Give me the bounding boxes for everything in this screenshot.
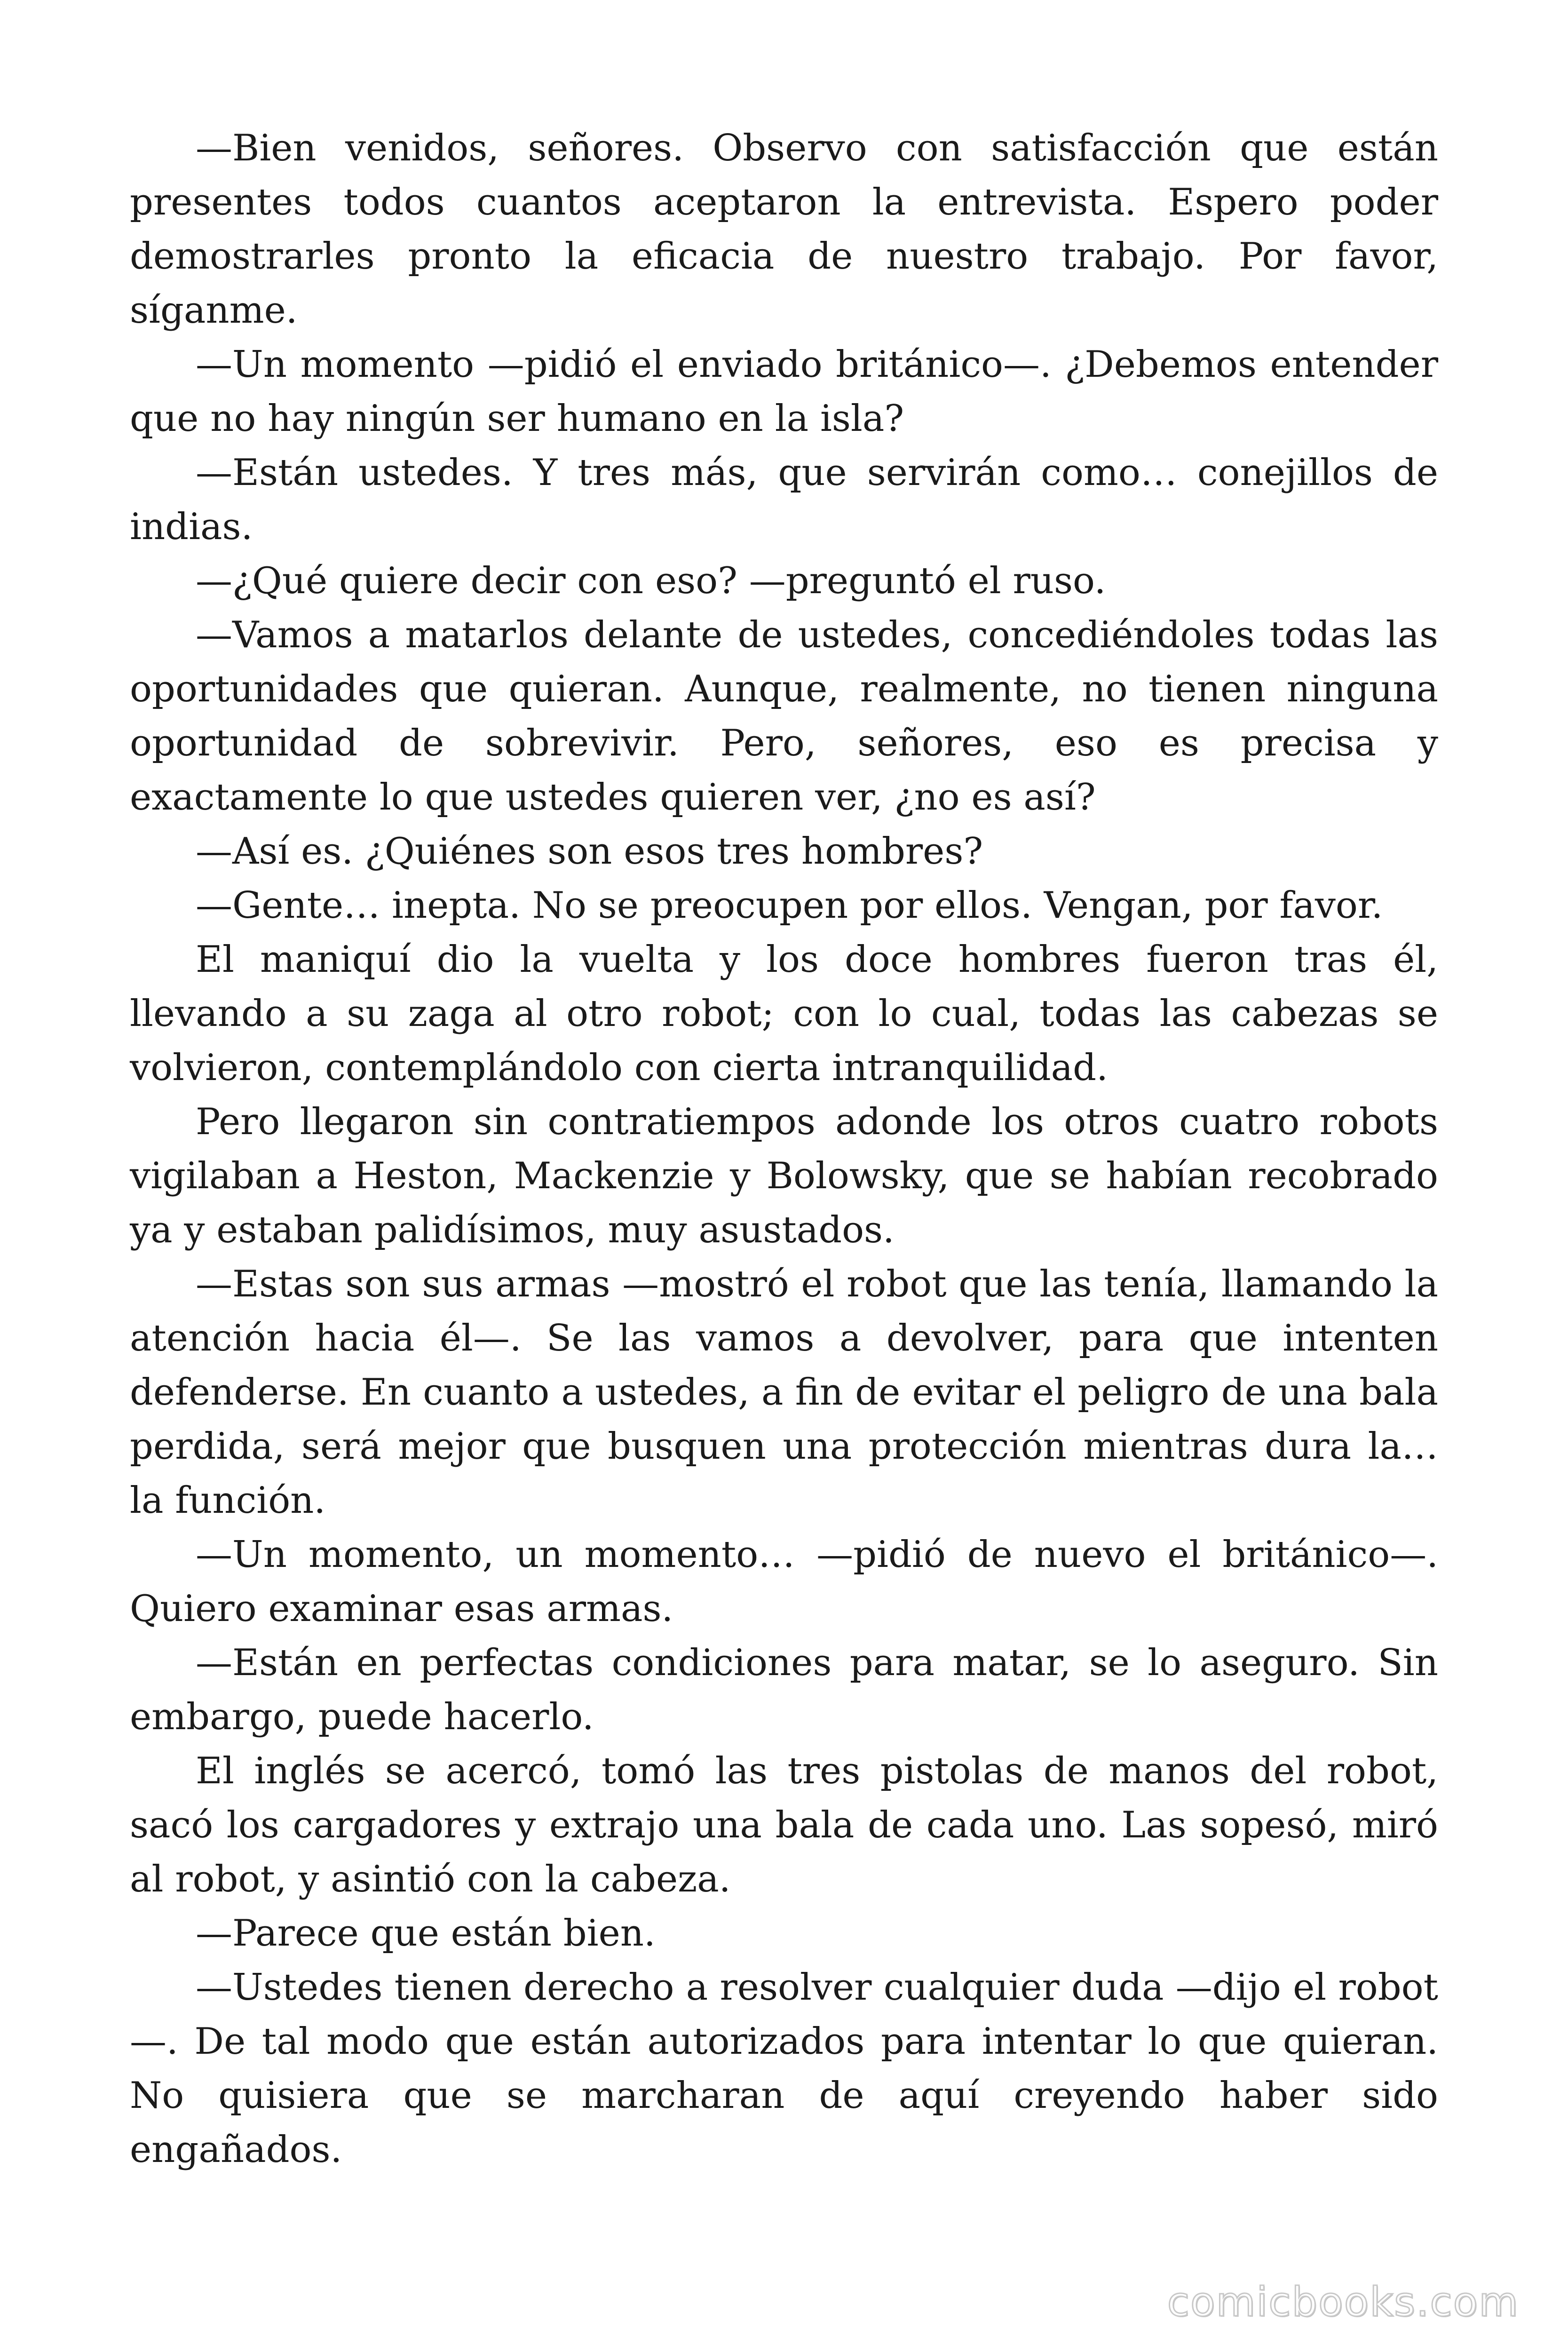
paragraph: —Están ustedes. Y tres más, que servirán como… conejillos de indias. [130, 452, 1438, 548]
watermark: comicbooks.com [1167, 2279, 1519, 2326]
paragraph: —Parece que están bien. [196, 1912, 656, 1955]
paragraph: —Vamos a matarlos delante de ustedes, concediéndoles todas las oportunidades que quieran. Aunque, realmente, no tienen ninguna oportunidad de sobrevivir. Pero, señores, eso es precisa y exactamente lo que ustedes quieren ver, ¿no es así? [130, 614, 1438, 818]
paragraph: El inglés se acercó, tomó las tres pistolas de manos del robot, sacó los cargadores y extrajo una bala de cada uno. Las sopesó, miró al robot, y asintió con la cabeza. [130, 1750, 1438, 1900]
paragraph: —¿Qué quiere decir con eso? —preguntó el ruso. [196, 560, 1106, 602]
paragraph: —Estas son sus armas —mostró el robot que las tenía, llamando la atención hacia él—. Se las vamos a devolver, para que intenten defenderse. En cuanto a ustedes, a fin de evitar el peligro de una bala perdida, será mejor que busquen una protección mientras dura la… la función. [130, 1263, 1438, 1522]
page-text [130, 121, 1438, 2177]
paragraph: —Ustedes tienen derecho a resolver cualquier duda —dijo el robot—. De tal modo que están autorizados para intentar lo que quieran. No quisiera que se marcharan de aquí creyendo haber sido engañados. [130, 1966, 1438, 2171]
paragraph: Pero llegaron sin contratiempos adonde los otros cuatro robots vigilaban a Heston, Mackenzie y Bolowsky, que se habían recobrado ya y estaban palidísimos, muy asustados. [130, 1101, 1438, 1251]
paragraph: —Bien venidos, señores. Observo con satisfacción que están presentes todos cuantos aceptaron la entrevista. Espero poder demostrarles pronto la eficacia de nuestro trabajo. Por favor, síganme. [130, 127, 1438, 332]
paragraph: —Están en perfectas condiciones para matar, se lo aseguro. Sin embargo, puede hacerlo. [130, 1642, 1438, 1738]
paragraph: —Gente… inepta. No se preocupen por ellos. Vengan, por favor. [196, 884, 1383, 927]
paragraph: —Así es. ¿Quiénes son esos tres hombres? [196, 830, 983, 873]
paragraph: El maniquí dio la vuelta y los doce hombres fueron tras él, llevando a su zaga al otro robot; con lo cual, todas las cabezas se volvieron, contemplándolo con cierta intranquilidad. [130, 938, 1438, 1089]
paragraph: —Un momento, un momento… —pidió de nuevo el británico—. Quiero examinar esas armas. [130, 1534, 1438, 1630]
paragraph: —Un momento —pidió el enviado británico—. ¿Debemos entender que no hay ningún ser humano en la isla? [130, 343, 1438, 440]
